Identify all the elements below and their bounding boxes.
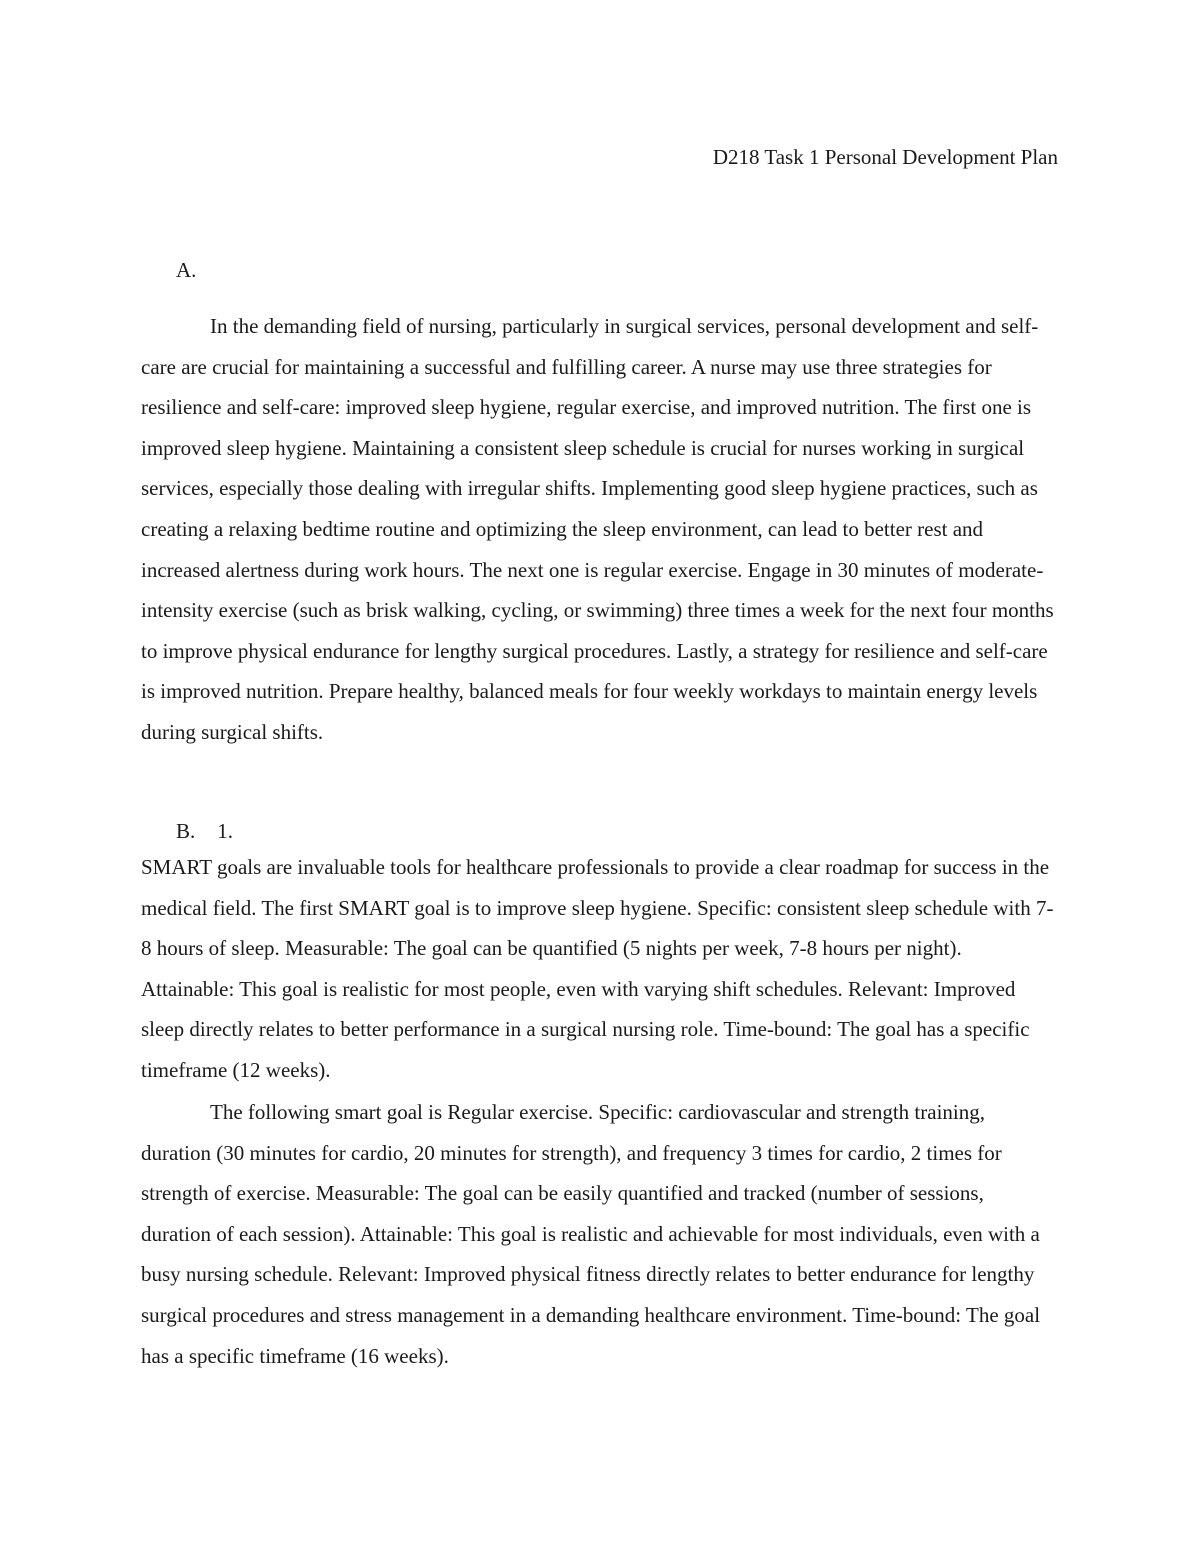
section-a-paragraph: In the demanding field of nursing, particularly in surgical services, personal development and self-care are crucial for maintaining a successful and fulfilling career. A nurse may use three strategies for resilience and self-care: improved sleep hygiene, regular exercise, and improved nutrition. The first one is improved sleep hygiene. Maintaining a consistent sleep schedule is crucial for nurses working in surgical services, especially those dealing with irregular shifts. Implementing good sleep hygiene practices, such as creating a relaxing bedtime routine and optimizing the sleep environment, can lead to better rest and increased alertness during work hours. The next one is regular exercise. Engage in 30 minutes of moderate-intensity exercise (such as brisk walking, cycling, or swimming) three times a week for the next four months to improve physical endurance for lengthy surgical procedures. Lastly, a strategy for resilience and self-care is improved nutrition. Prepare healthy, balanced meals for four weekly workdays to maintain energy levels during surgical shifts. — [141, 314, 1054, 744]
section-b-letter: B. — [176, 819, 196, 843]
section-b-number: 1. — [217, 819, 234, 843]
section-b-paragraph-1: SMART goals are invaluable tools for healthcare professionals to provide a clear roadmap for success in the medical field. The first SMART goal is to improve sleep hygiene. Specific: consistent sleep schedule with 7-8 hours of sleep. Measurable: The goal can be quantified (5 nights per week, 7-8 hours per night). Attainable: This goal is realistic for most people, even with varying shift schedules. Relevant: Improved sleep directly relates to better performance in a surgical nursing role. Time-bound: The goal has a specific timeframe (12 weeks). — [141, 855, 1054, 1082]
section-b-label — [176, 817, 233, 845]
section-b-paragraph-2: The following smart goal is Regular exercise. Specific: cardiovascular and strength training, duration (30 minutes for cardio, 20 minutes for strength), and frequency 3 times for cardio, 2 times for strength of exercise. Measurable: The goal can be easily quantified and tracked (number of sessions, duration of each session). Attainable: This goal is realistic and achievable for most individuals, even with a busy nursing schedule. Relevant: Improved physical fitness directly relates to better endurance for lengthy surgical procedures and stress management in a demanding healthcare environment. Time-bound: The goal has a specific timeframe (16 weeks). — [141, 1100, 1041, 1368]
section-a-label: A. — [176, 258, 197, 282]
document-title: D218 Task 1 Personal Development Plan — [712, 145, 1058, 169]
